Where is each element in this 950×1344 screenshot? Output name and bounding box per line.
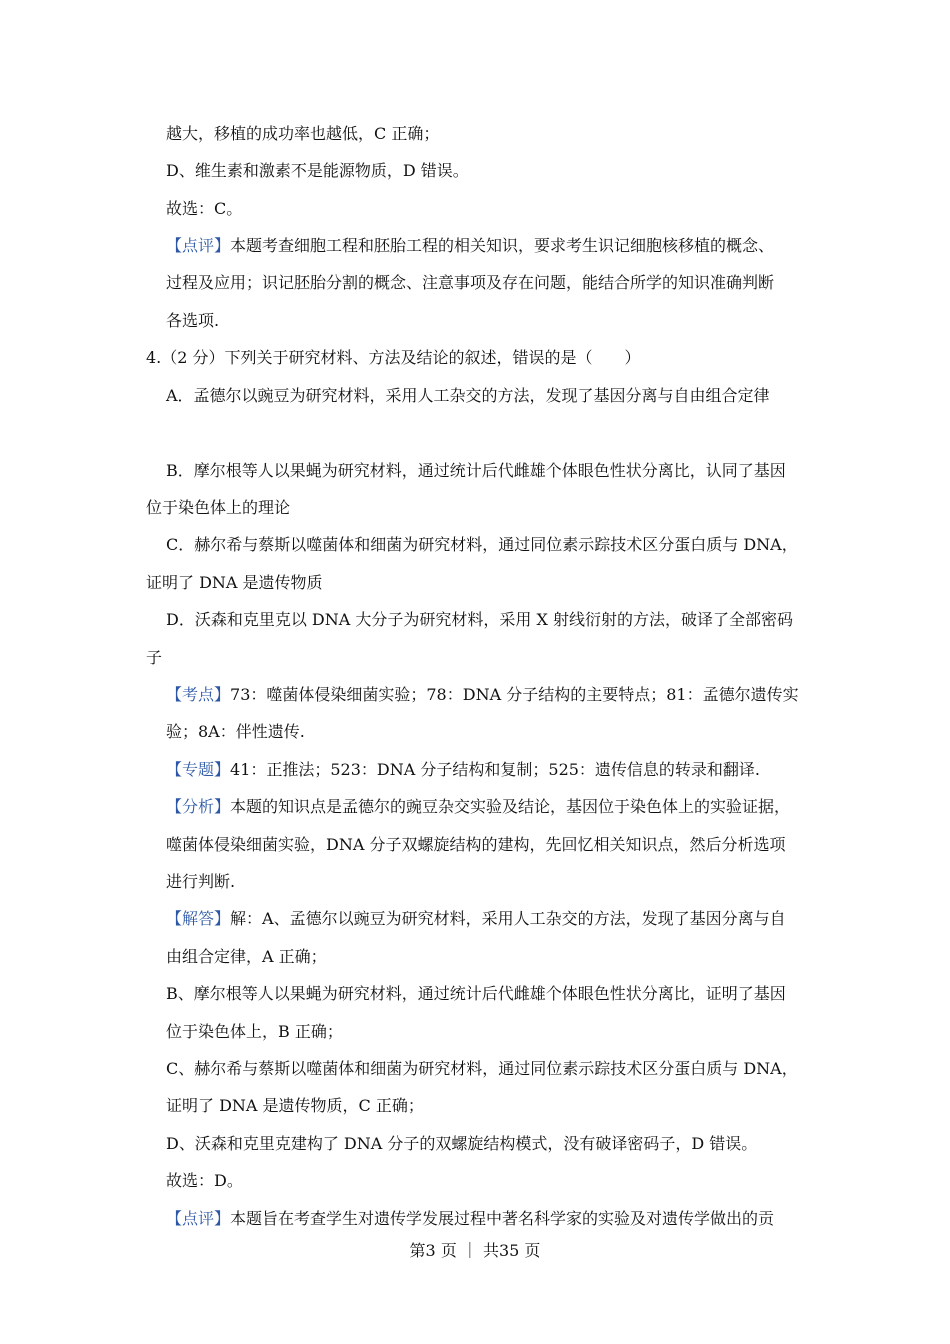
page-footer: 第3 页 ｜ 共35 页 xyxy=(409,1241,541,1260)
zhuanti-text: 41：正推法；523：DNA 分子结构和复制；525：遗传信息的转录和翻译. xyxy=(230,760,761,779)
kaodian-text: 73：噬菌体侵染细菌实验；78：DNA 分子结构的主要特点；81：孟德尔遗传实 xyxy=(230,685,799,704)
jieda-line-2: 由组合定律，A 正确； xyxy=(166,947,327,966)
zhuanti-line xyxy=(166,759,760,781)
jieda-tag: 【解答】 xyxy=(166,909,231,928)
option-d-line-2: 子 xyxy=(146,648,163,667)
fenxi-tag: 【分析】 xyxy=(166,797,231,816)
jieda-line-3: B、摩尔根等人以果蝇为研究材料，通过统计后代雌雄个体眼色性状分离比，证明了基因 xyxy=(166,984,786,1003)
kaodian-tag: 【考点】 xyxy=(166,685,231,704)
line-1: 越大，移植的成功率也越低，C 正确； xyxy=(166,124,440,143)
jieda-line-7: D、沃森和克里克建构了 DNA 分子的双螺旋结构模式，没有破译密码子，D 错误。 xyxy=(166,1134,758,1153)
comment-line-1 xyxy=(166,235,774,257)
zhuanti-tag: 【专题】 xyxy=(166,760,231,779)
jieda-text: 解：A、孟德尔以豌豆为研究材料，采用人工杂交的方法，发现了基因分离与自 xyxy=(230,909,786,928)
fenxi-text: 本题的知识点是孟德尔的豌豆杂交实验及结论，基因位于染色体上的实验证据， xyxy=(230,797,791,816)
jieda-line-4: 位于染色体上，B 正确； xyxy=(166,1022,343,1041)
kaodian-line-1 xyxy=(166,684,799,706)
comment-line-3: 各选项. xyxy=(166,311,220,330)
jieda-line-6: 证明了 DNA 是遗传物质，C 正确； xyxy=(166,1096,424,1115)
dianping-text: 本题旨在考查学生对遗传学发展过程中著名科学家的实验及对遗传学做出的贡 xyxy=(230,1209,775,1228)
jieda-line-8: 故选：D。 xyxy=(166,1171,243,1190)
kaodian-line-2: 验；8A：伴性遗传. xyxy=(166,722,305,741)
fenxi-line-1 xyxy=(166,796,790,818)
fenxi-line-2: 噬菌体侵染细菌实验，DNA 分子双螺旋结构的建构，先回忆相关知识点，然后分析选项 xyxy=(166,835,786,854)
option-d-line-1: D．沃森和克里克以 DNA 大分子为研究材料，采用 X 射线衍射的方法，破译了全部密码 xyxy=(166,610,793,629)
comment-line-2: 过程及应用；识记胚胎分割的概念、注意事项及存在问题，能结合所学的知识准确判断 xyxy=(166,273,775,292)
line-3: 故选：C。 xyxy=(166,199,243,218)
comment-text: 本题考查细胞工程和胚胎工程的相关知识，要求考生识记细胞核移植的概念、 xyxy=(230,236,775,255)
dianping-tag: 【点评】 xyxy=(166,1209,231,1228)
option-b-line-1: B．摩尔根等人以果蝇为研究材料，通过统计后代雌雄个体眼色性状分离比，认同了基因 xyxy=(166,461,786,480)
jieda-line-5: C、赫尔希与蔡斯以噬菌体和细菌为研究材料，通过同位素示踪技术区分蛋白质与 DNA， xyxy=(166,1059,798,1078)
option-a: A．孟德尔以豌豆为研究材料，采用人工杂交的方法，发现了基因分离与自由组合定律 xyxy=(166,386,770,405)
option-c-line-2: 证明了 DNA 是遗传物质 xyxy=(146,573,323,592)
option-b-line-2: 位于染色体上的理论 xyxy=(146,498,291,517)
fenxi-line-3: 进行判断. xyxy=(166,872,236,891)
question-4: 4.（2 分）下列关于研究材料、方法及结论的叙述，错误的是（ ） xyxy=(146,348,641,367)
option-c-line-1: C．赫尔希与蔡斯以噬菌体和细菌为研究材料，通过同位素示踪技术区分蛋白质与 DNA， xyxy=(166,535,798,554)
jieda-line-1 xyxy=(166,908,786,930)
line-2: D、维生素和激素不是能源物质，D 错误。 xyxy=(166,161,469,180)
comment-tag: 【点评】 xyxy=(166,236,231,255)
dianping-line-1 xyxy=(166,1208,774,1230)
